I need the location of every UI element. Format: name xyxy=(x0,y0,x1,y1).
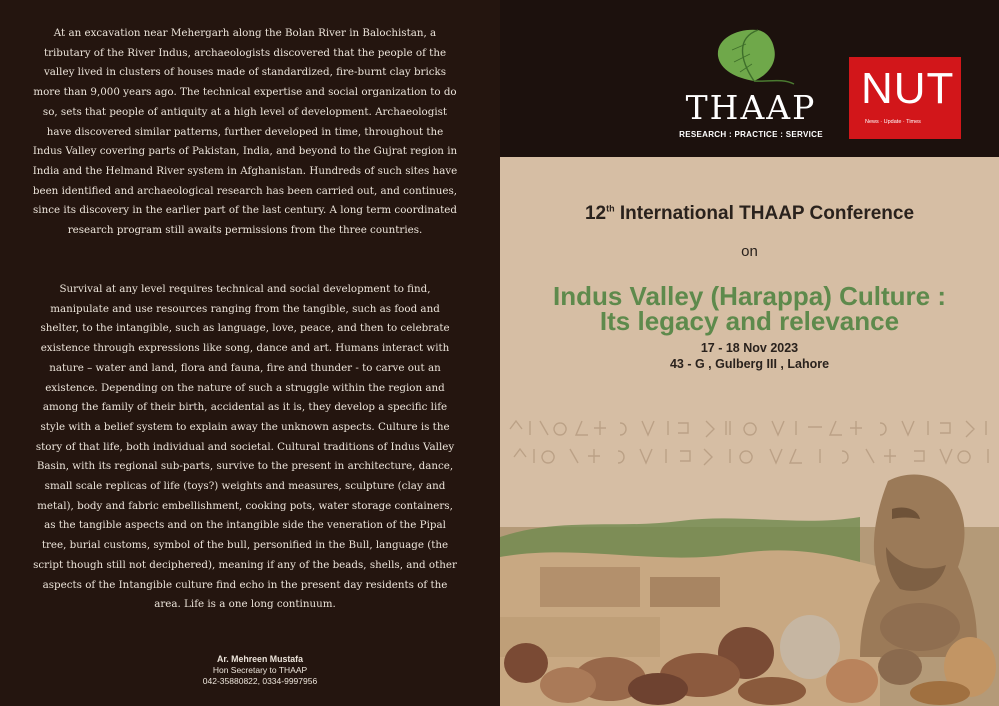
pipal-leaf-icon xyxy=(676,26,826,86)
headline-line-1: Indus Valley (Harappa) Culture : xyxy=(553,281,946,311)
headline-line-2: Its legacy and relevance xyxy=(599,306,900,336)
logo-bar xyxy=(500,0,999,157)
nut-logo xyxy=(849,57,961,139)
signature-role: Hon Secretary to THAAP xyxy=(212,665,308,675)
conference-panel xyxy=(500,157,999,706)
conference-ordinal: 12 xyxy=(584,203,607,224)
nut-tagline: News · Update · Times xyxy=(865,119,921,125)
thaap-tagline: RESEARCH : PRACTICE : SERVICE xyxy=(679,130,823,139)
thaap-wordmark: THAAP xyxy=(685,88,817,127)
article-paragraph-2: Survival at any level requires technical and social development to find, manipulate and use resources ranging from the tangible, such as food and shelter, to the intangible, such as language, love, peace, and then to celebrate existence through expressions like song, dance and art. Humans interact with nature – water and land, flora and fauna, fire and thunder - to carve out an existence. Depending on the nature of such a struggle within the region and among the family of their birth, accidental as it is, they develop a specific life style with a belief system to explain away the unknown aspects. Culture is the story of that life, both individual and societal. Cultural traditions of Indus Valley Basin, with its regional sub-parts, survive to the present in architecture, dance, small scale replicas of life (toys?) weights and measures, sculpture (clay and metal), body and fabric embellishment, cooking pots, water storage containers, as the tangible aspects and on the intangible side the veneration of the Pipal tree, burial customs, symbol of the bull, personified in the Bull, language (the script though still not deciphered), meaning if any of the beads, shells, and other aspects of the Intangible culture find echo in the present day residents of the area. Life is a one long continuum. xyxy=(33,283,457,611)
conference-venue: 43 - G , Gulberg III , Lahore xyxy=(669,357,830,371)
conference-dates: 17 - 18 Nov 2023 xyxy=(700,341,799,355)
thaap-logo xyxy=(676,26,826,146)
nut-wordmark: NUT xyxy=(861,64,955,113)
harappa-artifacts-image xyxy=(500,417,999,706)
signature-phone: 042-35880822, 0334-9997956 xyxy=(202,676,318,686)
cover-panel xyxy=(500,0,999,706)
conference-ordinal-suffix: th xyxy=(606,203,615,214)
signature-name: Ar. Mehreen Mustafa xyxy=(216,654,304,664)
article-paragraph-1: At an excavation near Mehergarh along the Bolan River in Balochistan, a tributary of the River Indus, archaeologists discovered that the people of the valley lived in clusters of houses made of standardized, fire-burnt clay bricks more than 9,000 years ago. The technical expertise and social organization to do so, sets that people of antiquity at a high level of development. Archaeologist have discovered similar patterns, further developed in time, throughout the Indus Valley covering parts of Pakistan, India, and beyond to the Gujrat region in India and the Helmand River system in Afghanistan. Hundreds of such sites have been identified and archaeological research has been carried out, and continues, since its discovery in the earlier part of the last century. A long term coordinated research program still awaits permissions from the three countries. xyxy=(32,27,458,237)
signature-block xyxy=(160,654,360,687)
conference-headline xyxy=(510,281,989,336)
indus-script-pattern xyxy=(510,421,988,465)
conference-on: on xyxy=(741,243,758,260)
conference-title-text: International THAAP Conference xyxy=(614,203,915,224)
conference-title xyxy=(500,203,999,225)
